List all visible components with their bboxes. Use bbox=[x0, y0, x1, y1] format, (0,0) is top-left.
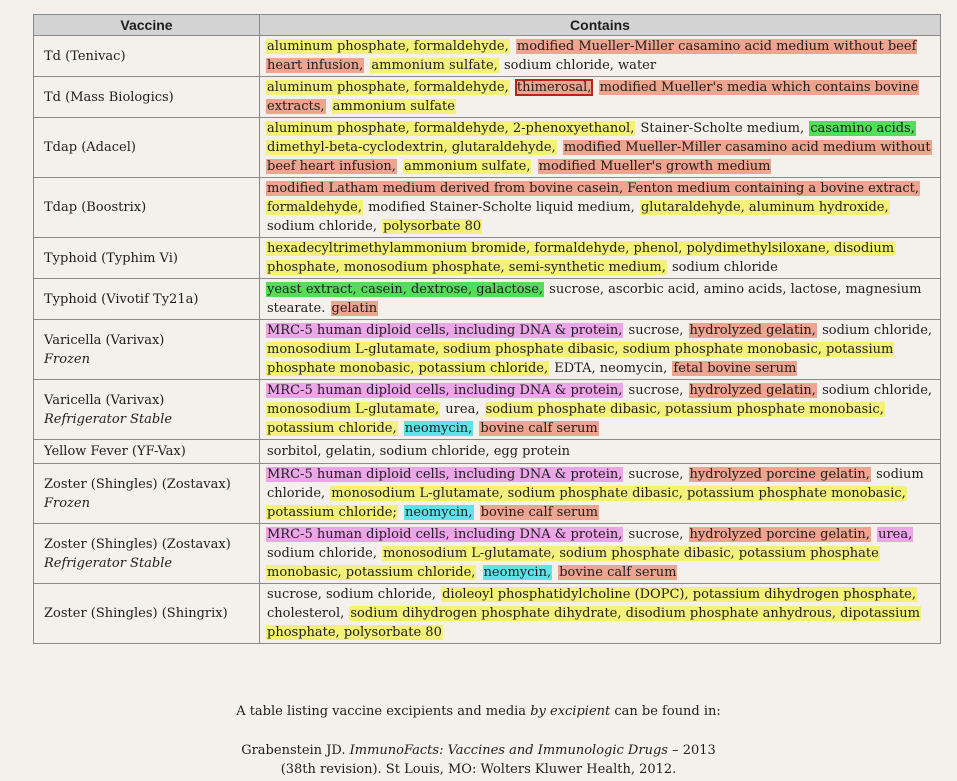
ingredient-text: sucrose, ascorbic acid, amino acids, lactose, magnesium stearate. bbox=[267, 282, 922, 316]
vaccine-name: Varicella (Varivax) bbox=[44, 332, 165, 348]
header-contains: Contains bbox=[260, 15, 941, 36]
highlighted-ingredient: dioleoyl phosphatidylcholine (DOPC), potassium dihydrogen phosphate, bbox=[442, 587, 916, 602]
ingredient-text: sodium chloride, bbox=[817, 383, 933, 398]
ingredient-text: sodium chloride, bbox=[817, 323, 933, 338]
table-row bbox=[34, 464, 941, 524]
highlighted-ingredient: ammonium sulfate, bbox=[371, 58, 498, 73]
highlighted-ingredient: bovine calf serum bbox=[559, 565, 677, 580]
highlighted-ingredient: monosodium L-glutamate, sodium phosphate dibasic, potassium phosphate monobasic, potassium chloride, bbox=[267, 546, 879, 580]
ingredient-text: sucrose, bbox=[624, 527, 688, 542]
highlighted-ingredient: fetal bovine serum bbox=[673, 361, 797, 376]
citation bbox=[0, 741, 957, 779]
footer-note-italic: by excipient bbox=[530, 704, 611, 719]
ingredient-text: sodium chloride bbox=[667, 260, 778, 275]
vaccine-name: Td (Tenivac) bbox=[44, 48, 126, 64]
table-row bbox=[34, 380, 941, 440]
ingredients-cell bbox=[260, 524, 941, 584]
table-row bbox=[34, 178, 941, 238]
table-row bbox=[34, 584, 941, 644]
highlighted-ingredient: bovine calf serum bbox=[480, 505, 598, 520]
citation-line-1 bbox=[0, 741, 957, 760]
highlighted-ingredient: MRC-5 human diploid cells, including DNA & protein, bbox=[267, 383, 623, 398]
highlighted-ingredient: yeast extract, casein, dextrose, galactose, bbox=[267, 282, 544, 297]
vaccine-ingredients-table bbox=[33, 14, 941, 644]
table-row bbox=[34, 238, 941, 279]
highlighted-ingredient: sodium phosphate dibasic, potassium phosphate monobasic, potassium chloride, bbox=[267, 402, 884, 436]
ingredient-text bbox=[474, 505, 480, 520]
vaccine-name: Yellow Fever (YF-Vax) bbox=[44, 444, 186, 459]
table-row bbox=[34, 36, 941, 77]
highlighted-ingredient: glutaraldehyde, aluminum hydroxide, bbox=[640, 200, 889, 215]
highlighted-ingredient: monosodium L-glutamate, bbox=[267, 402, 440, 417]
ingredient-text bbox=[476, 565, 482, 580]
ingredient-text: sucrose, bbox=[624, 383, 688, 398]
highlighted-ingredient: modified Mueller-Miller casamino acid medium without beef heart infusion, bbox=[267, 140, 931, 174]
vaccine-name-cell bbox=[34, 464, 260, 524]
highlighted-ingredient: polysorbate 80 bbox=[383, 219, 482, 234]
table-row bbox=[34, 77, 941, 118]
highlighted-ingredient: aluminum phosphate, formaldehyde, bbox=[267, 80, 509, 95]
ingredient-text bbox=[510, 80, 516, 95]
vaccine-name: Zoster (Shingles) (Shingrix) bbox=[44, 606, 228, 621]
highlighted-ingredient: dimethyl-beta-cyclodextrin, glutaraldehyde, bbox=[267, 140, 556, 155]
highlighted-ingredient: gelatin bbox=[331, 301, 378, 316]
ingredient-text bbox=[531, 159, 537, 174]
ingredients-cell bbox=[260, 77, 941, 118]
ingredients-cell bbox=[260, 380, 941, 440]
vaccine-name: Tdap (Adacel) bbox=[44, 140, 136, 155]
ingredient-text bbox=[398, 421, 404, 436]
highlighted-ingredient: urea, bbox=[878, 527, 913, 542]
highlighted-ingredient: modified Mueller's media which contains bovine extracts, bbox=[267, 80, 919, 114]
vaccine-name: Typhoid (Typhim Vi) bbox=[44, 250, 178, 266]
ingredient-text: Stainer-Scholte medium, bbox=[636, 121, 809, 136]
ingredient-text: sodium chloride, bbox=[267, 467, 924, 501]
table-row bbox=[34, 440, 941, 464]
highlighted-ingredient: casamino acids, bbox=[810, 121, 915, 136]
ingredients-cell bbox=[260, 178, 941, 238]
citation-author: Grabenstein JD. bbox=[241, 743, 350, 758]
ingredient-text bbox=[557, 140, 563, 155]
table-row bbox=[34, 320, 941, 380]
vaccine-name-cell bbox=[34, 77, 260, 118]
vaccine-name-cell bbox=[34, 320, 260, 380]
ingredient-text: EDTA, neomycin, bbox=[550, 361, 672, 376]
highlighted-ingredient: formaldehyde, bbox=[267, 200, 362, 215]
highlighted-ingredient: MRC-5 human diploid cells, including DNA & protein, bbox=[267, 527, 623, 542]
ingredients-cell bbox=[260, 238, 941, 279]
ingredients-cell bbox=[260, 464, 941, 524]
vaccine-storage-note: Refrigerator Stable bbox=[44, 411, 173, 427]
ingredient-text: sucrose, bbox=[624, 467, 688, 482]
footer-note-text-end: can be found in: bbox=[610, 704, 721, 719]
vaccine-storage-note: Frozen bbox=[44, 351, 90, 367]
table-row bbox=[34, 279, 941, 320]
vaccine-storage-note: Refrigerator Stable bbox=[44, 555, 173, 571]
highlighted-ingredient: hydrolyzed gelatin, bbox=[689, 383, 816, 398]
vaccine-name-cell bbox=[34, 36, 260, 77]
ingredients-cell bbox=[260, 584, 941, 644]
ingredient-text: sodium chloride, water bbox=[499, 58, 657, 73]
citation-title: ImmunoFacts: Vaccines and Immunologic Drugs bbox=[349, 743, 668, 758]
table-header-row bbox=[34, 15, 941, 36]
vaccine-name-cell bbox=[34, 178, 260, 238]
vaccine-name: Zoster (Shingles) (Zostavax) bbox=[44, 536, 231, 552]
vaccine-name-cell bbox=[34, 238, 260, 279]
ingredient-text bbox=[592, 80, 598, 95]
ingredient-text: modified Stainer-Scholte liquid medium, bbox=[363, 200, 639, 215]
ingredients-cell bbox=[260, 440, 941, 464]
highlighted-ingredient: neomycin, bbox=[404, 421, 473, 436]
ingredient-text: sucrose, bbox=[624, 323, 688, 338]
vaccine-name-cell bbox=[34, 440, 260, 464]
highlighted-ingredient: neomycin, bbox=[483, 565, 552, 580]
highlighted-ingredient: bovine calf serum bbox=[480, 421, 598, 436]
ingredient-text: cholesterol, bbox=[267, 606, 349, 621]
highlighted-ingredient: hydrolyzed porcine gelatin, bbox=[689, 467, 870, 482]
highlighted-ingredient: MRC-5 human diploid cells, including DNA & protein, bbox=[267, 467, 623, 482]
highlighted-ingredient: MRC-5 human diploid cells, including DNA & protein, bbox=[267, 323, 623, 338]
ingredient-text bbox=[510, 39, 516, 54]
highlighted-ingredient: ammonium sulfate bbox=[332, 99, 455, 114]
vaccine-name-cell bbox=[34, 380, 260, 440]
vaccine-name: Tdap (Boostrix) bbox=[44, 200, 147, 215]
highlighted-ingredient: modified Mueller's growth medium bbox=[538, 159, 771, 174]
ingredients-cell bbox=[260, 320, 941, 380]
ingredient-text: sodium chloride, bbox=[267, 219, 382, 234]
highlighted-ingredient: aluminum phosphate, formaldehyde, 2-phenoxyethanol, bbox=[267, 121, 635, 136]
table-row bbox=[34, 118, 941, 178]
table-row bbox=[34, 524, 941, 584]
footer-note-text: A table listing vaccine excipients and media bbox=[236, 704, 531, 719]
ingredient-text bbox=[920, 181, 922, 196]
highlighted-ingredient: modified Latham medium derived from bovine casein, Fenton medium containing a bovine extract, bbox=[267, 181, 920, 196]
ingredient-text: sucrose, sodium chloride, bbox=[267, 587, 441, 602]
highlighted-ingredient: monosodium L-glutamate, sodium phosphate dibasic, potassium phosphate monobasic, potassium chloride; bbox=[267, 486, 906, 520]
ingredient-text: urea, bbox=[441, 402, 484, 417]
citation-year: – 2013 bbox=[667, 743, 716, 758]
vaccine-name-cell bbox=[34, 279, 260, 320]
highlighted-ingredient: neomycin, bbox=[405, 505, 473, 520]
highlighted-ingredient: aluminum phosphate, formaldehyde, bbox=[267, 39, 509, 54]
ingredients-cell bbox=[260, 279, 941, 320]
highlighted-ingredient: thimerosal, bbox=[516, 80, 592, 95]
ingredients-cell bbox=[260, 118, 941, 178]
highlighted-ingredient: hydrolyzed gelatin, bbox=[689, 323, 816, 338]
vaccine-name-cell bbox=[34, 584, 260, 644]
highlighted-ingredient: monosodium L-glutamate, sodium phosphate dibasic, sodium phosphate monobasic, potassium phosphate monobasic, potassium chloride, bbox=[267, 342, 894, 376]
highlighted-ingredient: ammonium sulfate, bbox=[404, 159, 531, 174]
ingredients-cell bbox=[260, 36, 941, 77]
vaccine-name: Varicella (Varivax) bbox=[44, 392, 165, 408]
highlighted-ingredient: hydrolyzed porcine gelatin, bbox=[689, 527, 870, 542]
vaccine-name: Typhoid (Vivotif Ty21a) bbox=[44, 291, 199, 307]
vaccine-name: Zoster (Shingles) (Zostavax) bbox=[44, 476, 231, 492]
highlighted-ingredient: modified Mueller-Miller casamino acid medium without beef heart infusion, bbox=[267, 39, 917, 73]
citation-line-2: (38th revision). St Louis, MO: Wolters Kluwer Health, 2012. bbox=[280, 762, 677, 777]
vaccine-name-cell bbox=[34, 524, 260, 584]
footer-note bbox=[0, 702, 957, 721]
highlighted-ingredient: sodium dihydrogen phosphate dihydrate, disodium phosphate anhydrous, dipotassium phosphate, polysorbate 80 bbox=[267, 606, 920, 640]
highlighted-ingredient: hexadecyltrimethylammonium bromide, formaldehyde, phenol, polydimethylsiloxane, disodium phosphate, monosodium phosphate, semi-synthetic medium, bbox=[267, 241, 895, 275]
header-vaccine: Vaccine bbox=[34, 15, 260, 36]
vaccine-storage-note: Frozen bbox=[44, 495, 90, 511]
ingredient-text bbox=[916, 121, 918, 136]
vaccine-name-cell bbox=[34, 118, 260, 178]
table-body bbox=[34, 36, 941, 644]
ingredient-text: sorbitol, gelatin, sodium chloride, egg protein bbox=[267, 444, 570, 459]
ingredient-text: sodium chloride, bbox=[267, 546, 382, 561]
ingredient-text bbox=[326, 99, 332, 114]
vaccine-name: Td (Mass Biologics) bbox=[44, 89, 174, 105]
